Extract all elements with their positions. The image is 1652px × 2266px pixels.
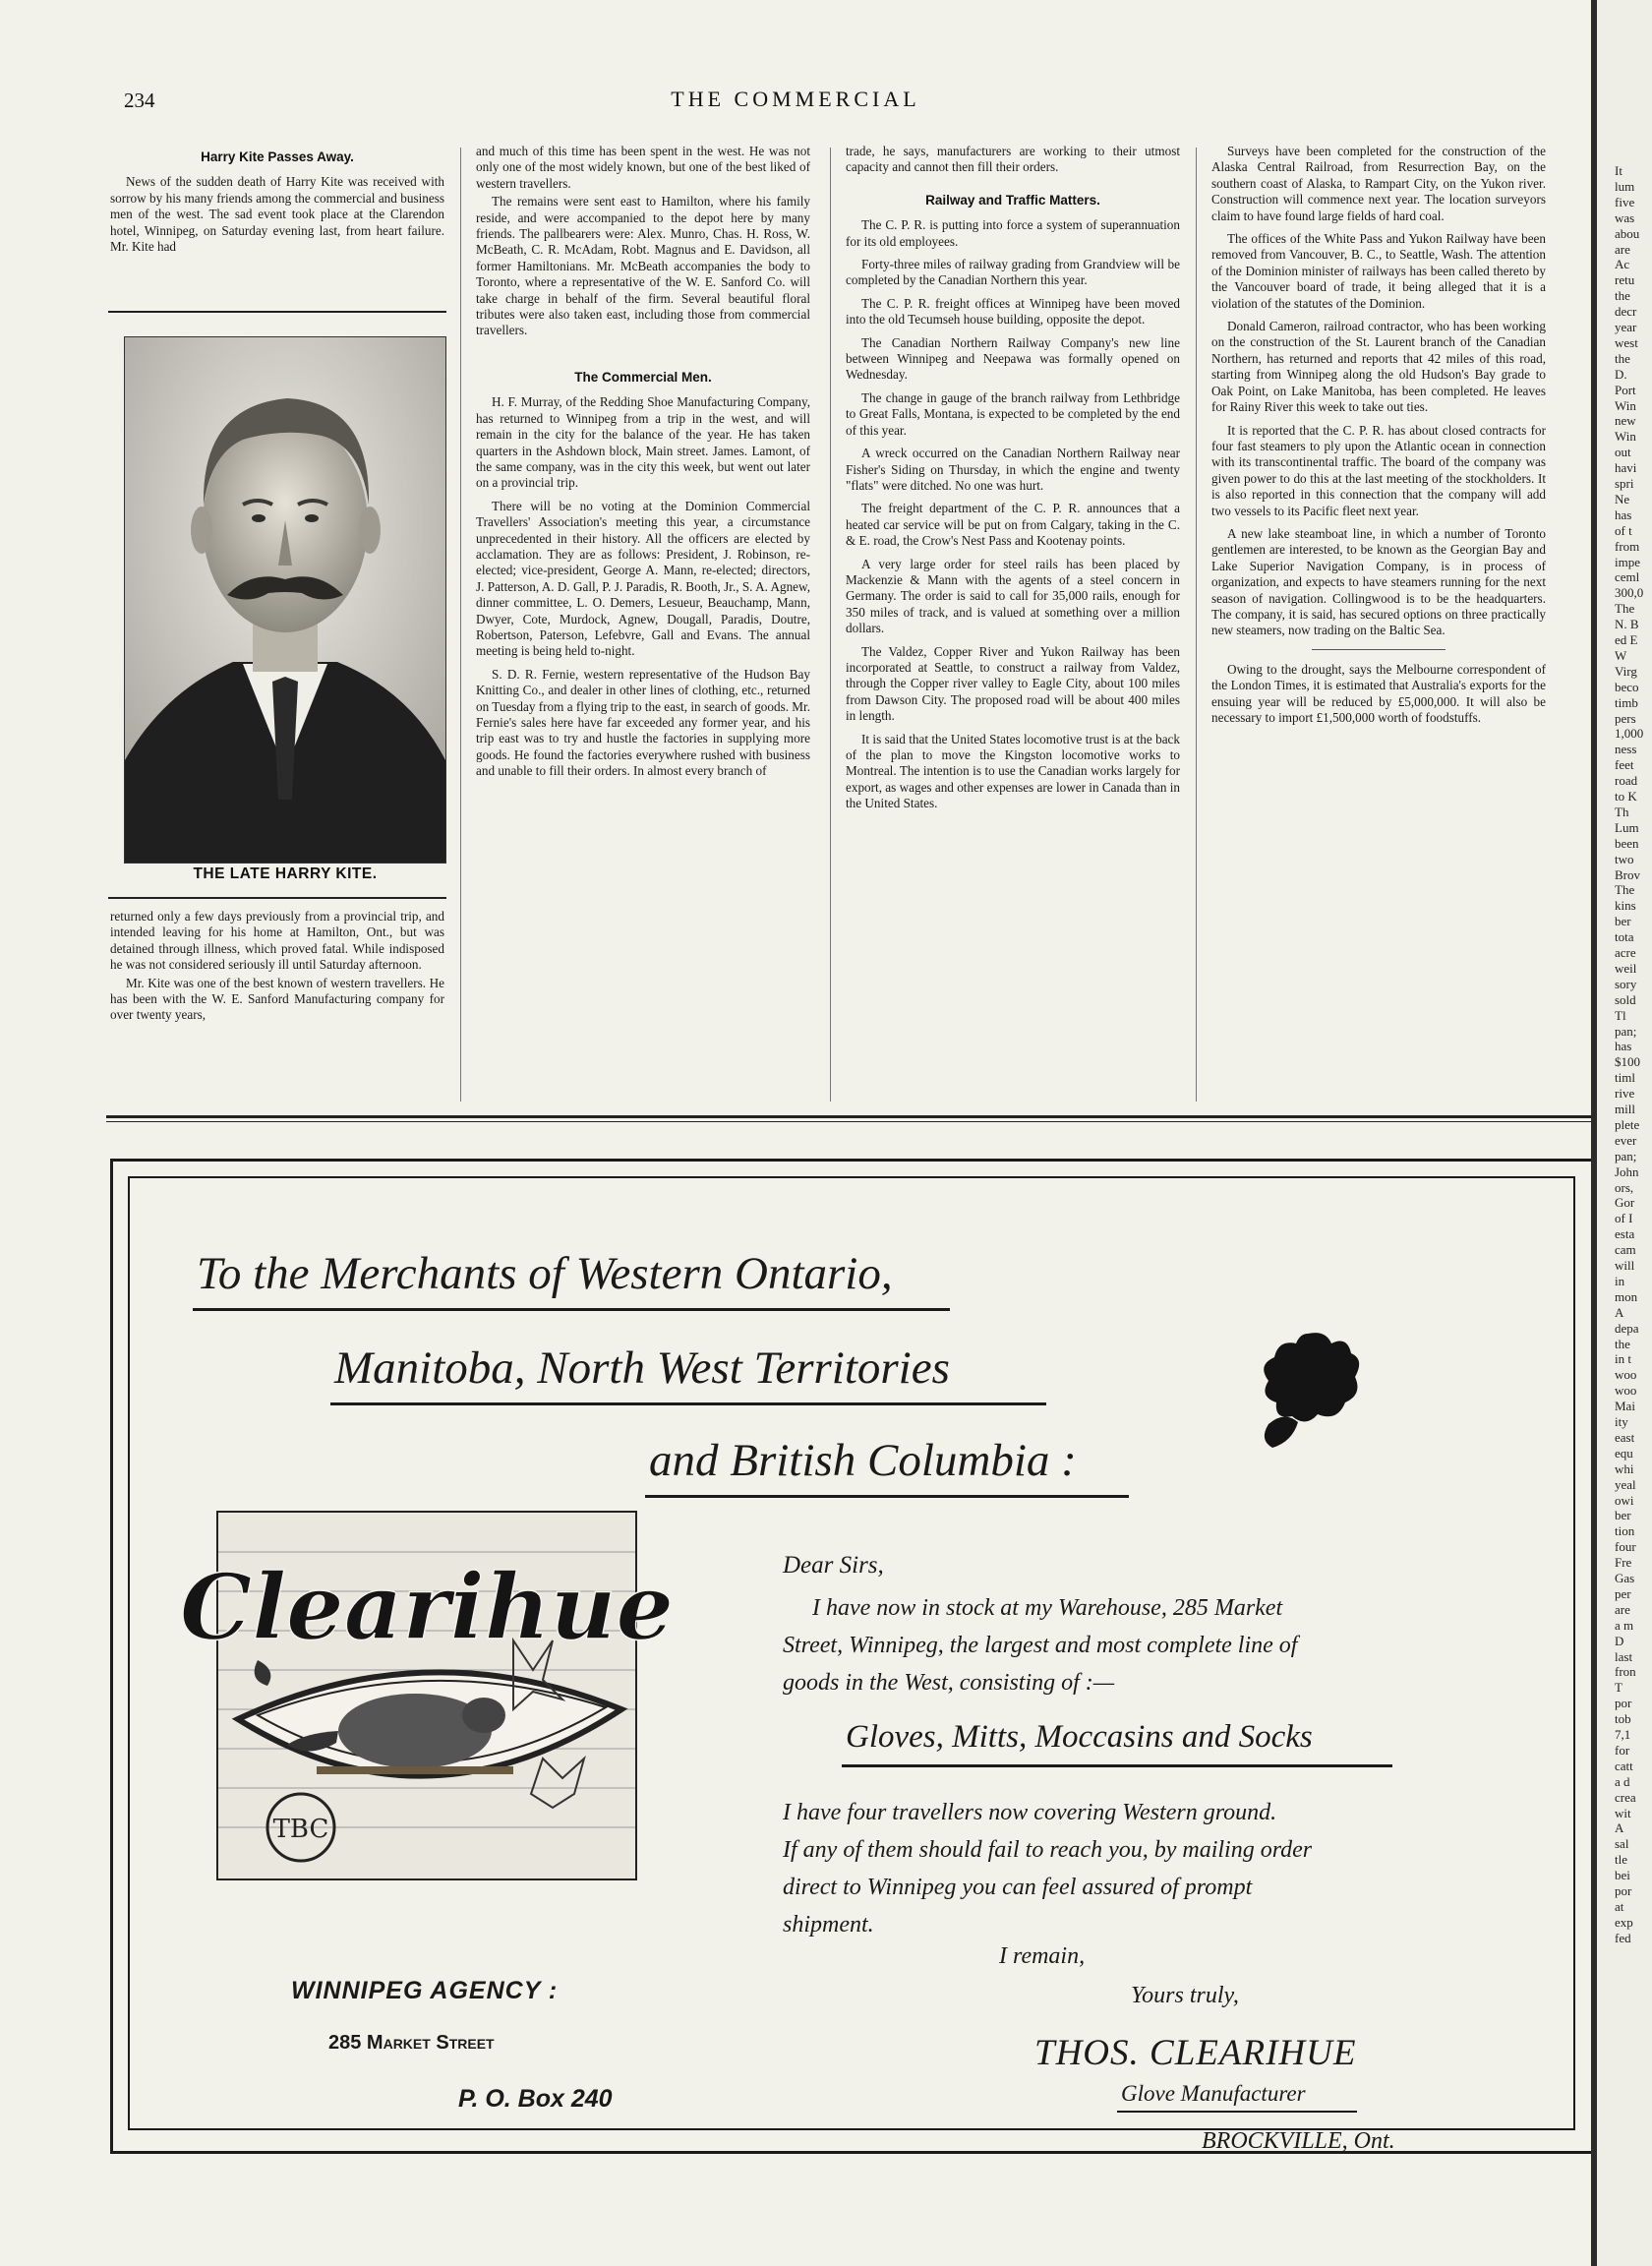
- paragraph: News of the sudden death of Harry Kite was received with sorrow by his many friends among the commercial and business men of the west. The sad event took place at the Clarendon hotel, Winnipeg, on Saturday evening last, from heart failure. Mr. Kite had: [110, 174, 444, 255]
- adjacent-page-fragment: Gor: [1615, 1195, 1635, 1211]
- ad-body-line: I have four travellers now covering Western ground.: [783, 1800, 1277, 1825]
- column-4: [1211, 144, 1546, 733]
- adjacent-page-fragment: ceml: [1615, 569, 1640, 585]
- adjacent-page-fragment: a m: [1615, 1617, 1634, 1633]
- column-1-bottom: [110, 909, 444, 1031]
- adjacent-page-fragment: Tl: [1615, 1007, 1626, 1023]
- adjacent-page-fragment: abou: [1615, 225, 1640, 241]
- adjacent-page-fragment: four: [1615, 1539, 1636, 1555]
- adjacent-page-fragment: been: [1615, 835, 1639, 851]
- ad-city: BROCKVILLE, Ont.: [1202, 2128, 1395, 2154]
- adjacent-page-fragment: John: [1615, 1163, 1639, 1179]
- paragraph: The remains were sent east to Hamilton, where his family reside, and were accompanied to the depot here by many friends. The pallbearers were: Alex. Munro, Chas. H. Ross, W. McBeath, C. R. McAdam, Robt. Magnus and E. Davidson, all former Hamiltonians. Mr. McBeath accompanies the body to Toronto, where a representative of the W. E. Sanford Co. will take charge in behalf of the firm. Several beautiful floral tributes were also taken east, including those from commercial travellers.: [476, 194, 810, 338]
- paragraph: S. D. R. Fernie, western representative of the Hudson Bay Knitting Co., and dealer in other lines of clothing, etc., returned on Tuesday from a flying trip to the east, in search of goods. Mr. Fernie's sales here have far exceeded any former year, and his trip east was to try and hustle the factories in supplying more goods. He found the factories everywhere rushed with business and unable to fill their orders. In almost every branch of: [476, 666, 810, 779]
- adjacent-page-fragment: in: [1615, 1273, 1625, 1288]
- adjacent-page-fragment: has: [1615, 1039, 1632, 1054]
- ad-agency-heading: WINNIPEG AGENCY :: [291, 1977, 559, 2004]
- adjacent-page-fragment: 7,1: [1615, 1727, 1631, 1742]
- ad-headline-line-2: Manitoba, North West Territories: [334, 1342, 950, 1394]
- portrait-photo: [124, 336, 446, 864]
- adjacent-page-fragment: of I: [1615, 1211, 1633, 1226]
- adjacent-page-fragment: equ: [1615, 1445, 1633, 1461]
- article-heading-commercial-men: The Commercial Men.: [574, 369, 712, 385]
- adjacent-page-fragment: esta: [1615, 1226, 1635, 1242]
- paragraph: returned only a few days previously from a provincial trip, and intended leaving for his home at Hamilton, Ont., but was detained through illness, which proved fatal. While indisposed he was not considered seriously ill until Saturday afternoon.: [110, 909, 444, 973]
- paragraph: Mr. Kite was one of the best known of western travellers. He has been with the W. E. Sanford Manufacturing company for over twenty years,: [110, 975, 444, 1023]
- adjacent-page-fragment: impe: [1615, 554, 1640, 569]
- adjacent-page-fragment: was: [1615, 209, 1635, 225]
- ad-products: Gloves, Mitts, Moccasins and Socks: [846, 1719, 1313, 1755]
- adjacent-page-fragment: woo: [1615, 1367, 1637, 1383]
- column-2: [476, 144, 810, 787]
- adjacent-page-fragment: sold: [1615, 991, 1636, 1007]
- adjacent-page-fragment: Gas: [1615, 1571, 1635, 1585]
- ad-body-line: I have now in stock at my Warehouse, 285 Market: [812, 1595, 1283, 1621]
- adjacent-page-fragment: five: [1615, 194, 1635, 209]
- adjacent-page-fragment: last: [1615, 1648, 1633, 1664]
- portrait-illustration: [125, 337, 445, 863]
- ad-body-line: Street, Winnipeg, the largest and most complete line of: [783, 1633, 1298, 1658]
- adjacent-page-fragment: timb: [1615, 694, 1638, 710]
- adjacent-page-fragment: the: [1615, 288, 1630, 304]
- adjacent-page-fragment: catt: [1615, 1758, 1633, 1773]
- ad-signature-underline: [1117, 2111, 1357, 2113]
- photo-caption: THE LATE HARRY KITE.: [193, 865, 378, 882]
- adjacent-page-fragment: ness: [1615, 742, 1637, 757]
- ad-products-underline: [842, 1764, 1392, 1767]
- adjacent-page-fragment: por: [1615, 1696, 1632, 1711]
- adjacent-page-fragment: ber: [1615, 1508, 1631, 1523]
- adjacent-page-fragment: a d: [1615, 1773, 1630, 1789]
- adjacent-page-fragment: will: [1615, 1258, 1635, 1273]
- column-divider-rule: [108, 311, 446, 313]
- adjacent-page-fragment: The: [1615, 601, 1635, 617]
- adjacent-page-fragment: for: [1615, 1742, 1630, 1758]
- ad-closing: Yours truly,: [1131, 1983, 1239, 2008]
- page-gutter: [1591, 0, 1597, 2266]
- adjacent-page-fragment: T: [1615, 1680, 1622, 1696]
- adjacent-page-fragment: acre: [1615, 945, 1636, 960]
- adjacent-page-fragment: fed: [1615, 1930, 1631, 1945]
- adjacent-page-fragment: road: [1615, 773, 1638, 789]
- adjacent-page-fragment: Th: [1615, 804, 1629, 819]
- paragraph: Donald Cameron, railroad contractor, who has been working on the construction of the St. Laurent branch of the Canadian Northern, has returned and reports that 42 miles of this road, starting from Winnipeg along the old Hudson's Bay grade to Oak Point, on Lake Manitoba, has been completed. He leaves for Rainy River this week to take out ties.: [1211, 319, 1546, 415]
- adjacent-page-fragment: Ac: [1615, 257, 1630, 272]
- adjacent-page-fragment: tob: [1615, 1711, 1631, 1727]
- adjacent-page-fragment: in t: [1615, 1351, 1631, 1367]
- ad-headline-underline: [193, 1308, 950, 1311]
- adjacent-page-fragment: tion: [1615, 1523, 1635, 1539]
- adjacent-page-fragment: two: [1615, 851, 1634, 866]
- adjacent-page-fragment: ity: [1615, 1414, 1628, 1429]
- adjacent-page-fragment: Mai: [1615, 1399, 1635, 1414]
- adjacent-page-fragment: the: [1615, 350, 1630, 366]
- adjacent-page-fragment: A: [1615, 1304, 1624, 1320]
- paragraph: The offices of the White Pass and Yukon Railway have been removed from Vancouver, B. C., to Seattle, Wash. The attention of the Dominion minister of railways has been called thereto by the Vancouver board of trade, it being alleged that it is a violation of the statutes of the Dominion.: [1211, 231, 1546, 311]
- logo-wordmark: Clearihue: [179, 1554, 675, 1660]
- adjacent-page-fragment: Win: [1615, 397, 1636, 413]
- paragraph: It is said that the United States locomotive trust is at the back of the plan to move the Kingston locomotive works to Montreal. The intention is to use the Canadian works largely for export, as wages and other expenses are lower in Canada than in the United States.: [846, 731, 1180, 811]
- ad-headline-underline: [645, 1495, 1129, 1498]
- adjacent-page-fragment: $100: [1615, 1054, 1640, 1070]
- adjacent-page-fragment: ever: [1615, 1132, 1637, 1148]
- adjacent-page-fragment: wit: [1615, 1805, 1631, 1820]
- paragraph: A new lake steamboat line, in which a number of Toronto gentlemen are interested, to be known as the Georgian Bay and Lake Superior Navigation Company, is in process of organization, and expects to have steamers running for the next season of navigation. Collingwood is to be the headquarters. The company, it is said, has secured options on three practically new steamers, now trading on the Baltic Sea.: [1211, 525, 1546, 638]
- adjacent-page-fragment: spri: [1615, 476, 1634, 491]
- adjacent-page-fragment: weil: [1615, 960, 1637, 976]
- glove-ornament-icon: [1249, 1326, 1367, 1454]
- paragraph: A wreck occurred on the Canadian Northern Railway near Fisher's Siding on Thursday, in which the engine and twenty "flats" were ditched. No one was hurt.: [846, 446, 1180, 493]
- adjacent-page-fragment: west: [1615, 334, 1638, 350]
- column-rule: [830, 148, 831, 1102]
- section-divider: [1312, 649, 1446, 650]
- adjacent-page-fragment: kins: [1615, 898, 1636, 914]
- paragraph: Forty-three miles of railway grading from Grandview will be completed by the Canadian Northern this year.: [846, 257, 1180, 288]
- adjacent-page-fragment: plete: [1615, 1116, 1640, 1132]
- adjacent-page-fragment: per: [1615, 1585, 1631, 1601]
- adjacent-page-fragment: from: [1615, 538, 1640, 554]
- adjacent-page-fragment: new: [1615, 413, 1636, 429]
- adjacent-page-fragment: Ne: [1615, 491, 1630, 507]
- paragraph: The Valdez, Copper River and Yukon Railway has been incorporated at Seattle, to construct a railway from Valdez, through the Copper river valley to Eagle City, about 100 miles from Dawson City. The proposed road will be about 400 miles in length.: [846, 643, 1180, 724]
- adjacent-page-fragment: retu: [1615, 272, 1635, 288]
- adjacent-page-fragment: 1,000: [1615, 726, 1644, 742]
- adjacent-page-fragment: Win: [1615, 429, 1636, 445]
- adjacent-page-fragment: cam: [1615, 1242, 1636, 1258]
- ad-agency-box: P. O. Box 240: [458, 2085, 613, 2113]
- adjacent-page-fragment: Virg: [1615, 663, 1637, 679]
- ad-body-line: goods in the West, consisting of :—: [783, 1670, 1115, 1696]
- adjacent-page-fragment: N. B: [1615, 617, 1639, 632]
- adjacent-page-fragment: has: [1615, 507, 1632, 522]
- paragraph: The change in gauge of the branch railway from Lethbridge to Great Falls, Montana, is expected to be completed by the end of this year.: [846, 389, 1180, 438]
- adjacent-page-fragment: bei: [1615, 1868, 1630, 1883]
- column-divider-rule: [108, 897, 446, 899]
- ad-signature-title: Glove Manufacturer: [1121, 2081, 1306, 2106]
- article-heading-harry-kite: Harry Kite Passes Away.: [201, 149, 354, 164]
- ad-body-line: If any of them should fail to reach you, by mailing order: [783, 1837, 1313, 1863]
- adjacent-page-fragment: rive: [1615, 1086, 1635, 1102]
- paragraph: trade, he says, manufacturers are working to their utmost capacity and cannot then fill their orders.: [846, 144, 1180, 175]
- adjacent-page-fragment: fron: [1615, 1664, 1636, 1680]
- ad-body-line: shipment.: [783, 1912, 874, 1938]
- column-rule: [460, 148, 461, 1102]
- adjacent-page-fragment: D: [1615, 1633, 1624, 1648]
- adjacent-page-fragment: the: [1615, 1336, 1630, 1351]
- paragraph: H. F. Murray, of the Redding Shoe Manufacturing Company, has returned to Winnipeg from a trip in the west, and will remain in the city for the balance of the year. He has taken quarters in the Ashdown block, Main street. James. Lamont, of the same company, was in the city this week, but went out later on a provincial trip.: [476, 394, 810, 491]
- adjacent-page-fragment: woo: [1615, 1383, 1637, 1399]
- paragraph: Owing to the drought, says the Melbourne correspondent of the London Times, it is estimated that Australia's exports for the ensuing year will be reduced by £5,000,000. It will also be necessary to import £1,500,000 worth of foodstuffs.: [1211, 661, 1546, 725]
- adjacent-page-fragment: at: [1615, 1898, 1624, 1914]
- logo-monogram: TBC: [272, 1815, 329, 1844]
- adjacent-page-fragment: ber: [1615, 914, 1631, 929]
- beaver-emblem-icon: [179, 1513, 675, 1878]
- adjacent-page-fragment: exp: [1615, 1914, 1633, 1930]
- adjacent-page-fragment: mon: [1615, 1288, 1638, 1304]
- adjacent-page-fragment: owi: [1615, 1492, 1634, 1508]
- ad-closing: I remain,: [999, 1943, 1086, 1969]
- paragraph: A very large order for steel rails has been placed by Mackenzie & Mann with the agents of a steel concern in Germany. The order is said to call for 35,000 rails, enough for 350 miles of track, and is valued at something over a million dollars.: [846, 556, 1180, 636]
- section-rule: [106, 1115, 1591, 1118]
- paragraph: The C. P. R. is putting into force a system of superannuation for its old employees.: [846, 217, 1180, 249]
- ad-agency-street: 285 Market Street: [328, 2032, 495, 2054]
- ad-body-line: direct to Winnipeg you can feel assured of prompt: [783, 1875, 1253, 1900]
- adjacent-page-fragment: Lum: [1615, 819, 1639, 835]
- ad-headline-line-3: and British Columbia :: [649, 1435, 1077, 1486]
- adjacent-page-fragment: of t: [1615, 522, 1632, 538]
- adjacent-page-fragment: yeal: [1615, 1476, 1636, 1492]
- adjacent-page-fragment: out: [1615, 445, 1631, 460]
- article-heading-railway-traffic: Railway and Traffic Matters.: [925, 192, 1100, 208]
- adjacent-page-fragment: to K: [1615, 789, 1637, 804]
- adjacent-page-fragment: por: [1615, 1883, 1632, 1898]
- adjacent-page-fragment: are: [1615, 241, 1630, 257]
- paragraph: The C. P. R. freight offices at Winnipeg have been moved into the old Tecumseh house building, opposite the depot.: [846, 295, 1180, 328]
- ad-headline-line-1: To the Merchants of Western Ontario,: [197, 1248, 893, 1299]
- adjacent-page-fragment: lum: [1615, 178, 1635, 194]
- adjacent-page-fragment: beco: [1615, 679, 1639, 694]
- adjacent-page-fragment: timl: [1615, 1070, 1635, 1086]
- adjacent-page-fragment: decr: [1615, 304, 1637, 320]
- adjacent-page-fragment: tle: [1615, 1852, 1627, 1868]
- adjacent-page-fragment: pan;: [1615, 1148, 1637, 1163]
- adjacent-page-fragment: year: [1615, 320, 1637, 334]
- adjacent-page-fragment: sory: [1615, 976, 1637, 991]
- adjacent-page-fragment: ed E: [1615, 632, 1638, 647]
- adjacent-page-fragment: are: [1615, 1601, 1630, 1617]
- adjacent-page-fragment: mill: [1615, 1102, 1635, 1116]
- paragraph: The freight department of the C. P. R. announces that a heated car service will be put on from Calgary, taking in the C. & E. road, the Crow's Nest Pass and Kootenay points.: [846, 501, 1180, 549]
- adjacent-page-fragment: feet: [1615, 757, 1634, 773]
- adjacent-page-fragment: Fre: [1615, 1555, 1632, 1571]
- column-3: [846, 144, 1180, 819]
- adjacent-page-fragment: tota: [1615, 929, 1634, 945]
- paragraph: It is reported that the C. P. R. has about closed contracts for four fast steamers to ply upon the Atlantic ocean in connection with its transcontinental traffic. The board of the company was given power to do this at the last meeting of the stockholders. It is also reported in this connection that the company will add two vessels to its Pacific fleet next year.: [1211, 422, 1546, 518]
- running-title: THE COMMERCIAL: [671, 87, 920, 111]
- adjacent-page-fragment: crea: [1615, 1789, 1636, 1805]
- adjacent-page-fragment: 300,0: [1615, 585, 1644, 601]
- section-rule: [106, 1121, 1591, 1122]
- adjacent-page-fragment: Brov: [1615, 866, 1640, 882]
- paragraph: There will be no voting at the Dominion Commercial Travellers' Association's meeting this year, a circumstance unprecedented in their history. All the officers are elected by acclamation. They are as follows: President, J. Robinson, re-elected; vice-president, George A. Mann, re-elected; directors, J. Patterson, A. D. Gall, P. J. Paradis, R. Booth, Jr., S. A. Agnew, dinner committee, L. O. Demers, Lesueur, Beauchamp, Mann, Dwyer, Cote, Murdock, Agnew, Dougall, Paradis, Doutre, Robertson, Paterson, Lefebvre, Gall and Evans. The annual meeting is being held to-night.: [476, 498, 810, 659]
- adjacent-page-fragment: depa: [1615, 1320, 1639, 1336]
- adjacent-page-fragment: sal: [1615, 1836, 1629, 1852]
- adjacent-page-fragment: pers: [1615, 710, 1636, 726]
- adjacent-page-fragment: The: [1615, 882, 1635, 898]
- paragraph: Surveys have been completed for the construction of the Alaska Central Railroad, from Resurrection Bay, on the southern coast of Alaska, to Rampart City, on the Yukon river. Construction will commence next year. The location surveyors claim to have found large fields of hard coal.: [1211, 144, 1546, 223]
- adjacent-page-fragment: east: [1615, 1429, 1635, 1445]
- paragraph: and much of this time has been spent in the west. He was not only one of the most widely known, but one of the best liked of western travellers.: [476, 144, 810, 191]
- column-rule: [1196, 148, 1197, 1102]
- adjacent-page-fragment: W: [1615, 647, 1627, 663]
- adjacent-page-fragment: whi: [1615, 1461, 1634, 1476]
- ad-signature: THOS. CLEARIHUE: [1034, 2033, 1357, 2073]
- adjacent-page-fragment: havi: [1615, 460, 1637, 476]
- adjacent-page-fragment: D.: [1615, 366, 1627, 382]
- adjacent-page-fragment: ors,: [1615, 1179, 1634, 1195]
- paragraph: The Canadian Northern Railway Company's new line between Winnipeg and Neepawa was formally opened on Wednesday.: [846, 334, 1180, 383]
- adjacent-page-fragment: Port: [1615, 382, 1636, 397]
- ad-headline-underline: [330, 1402, 1046, 1405]
- ad-greeting: Dear Sirs,: [783, 1552, 884, 1579]
- clearihue-logo-engraving: [179, 1511, 675, 1880]
- adjacent-page-fragment: pan;: [1615, 1023, 1637, 1039]
- page-number: 234: [124, 89, 155, 112]
- column-1-top: [110, 148, 444, 262]
- adjacent-page-fragment: It: [1615, 163, 1622, 178]
- adjacent-page-fragment: A: [1615, 1820, 1624, 1836]
